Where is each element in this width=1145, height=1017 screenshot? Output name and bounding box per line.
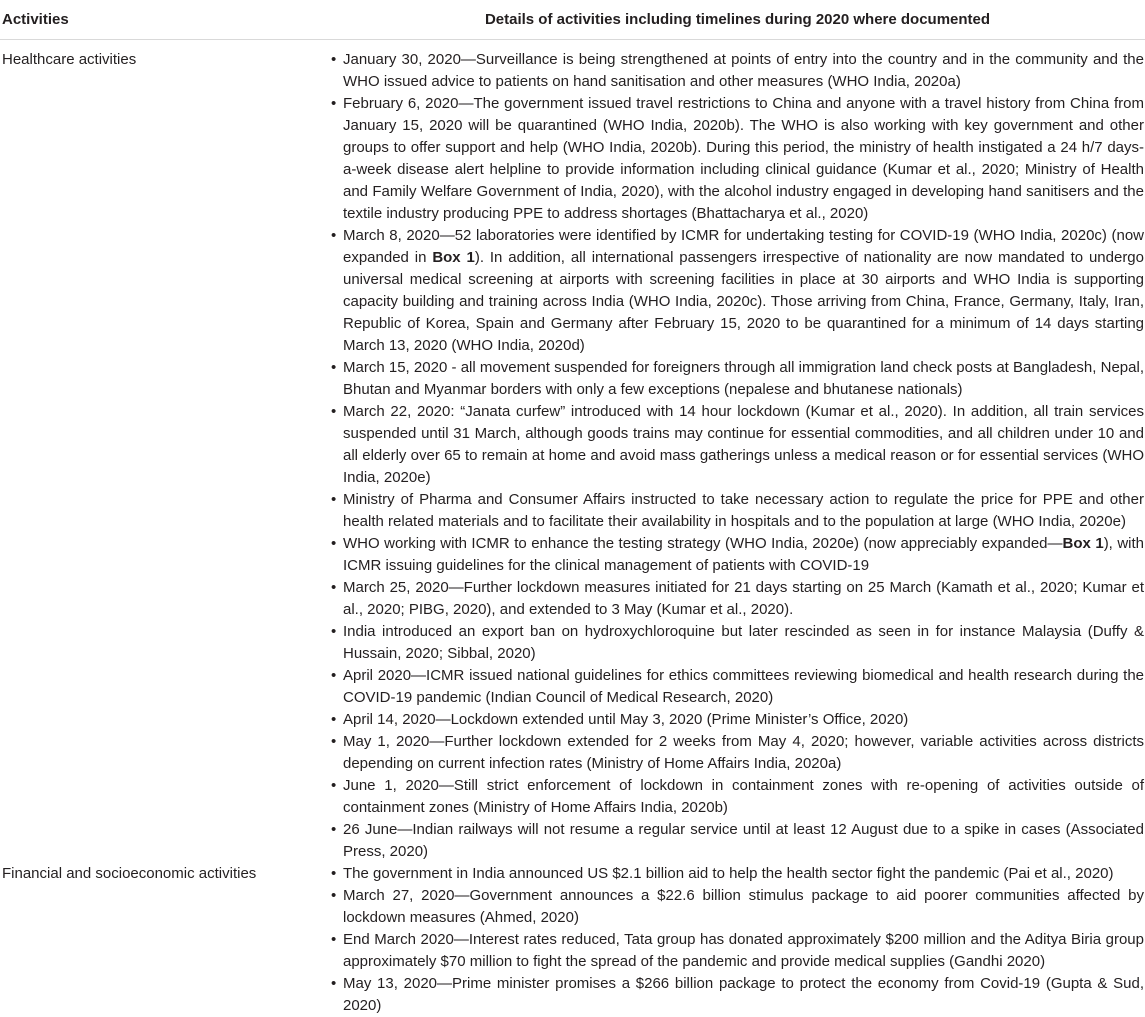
bullet-icon: • [331,975,337,992]
list-item [330,863,1144,885]
bullet-icon: • [331,733,337,750]
list-item [330,929,1144,973]
bullet-icon: • [331,667,337,684]
item-text: WHO working with ICMR to enhance the testing strategy (WHO India, 2020e) (now appreciably expanded— [343,535,1063,552]
list-item [330,49,1144,93]
bullet-icon: • [331,777,337,794]
activity-category: Financial and socioeconomic activities [2,865,257,882]
list-item [330,775,1144,819]
item-text: May 13, 2020—Prime minister promises a $266 billion package to protect the economy from Covid-19 (Gupta & Sud, 2020) [343,975,1144,1014]
bullet-icon: • [331,865,337,882]
details-list [330,863,1144,1017]
bullet-icon: • [331,403,337,420]
bullet-icon: • [331,51,337,68]
list-item [330,489,1144,533]
details-list [330,49,1144,863]
list-item [330,225,1144,357]
list-item [330,665,1144,709]
bullet-icon: • [331,821,337,838]
item-text: Ministry of Pharma and Consumer Affairs instructed to take necessary action to regulate the price for PPE and other health related materials and to facilitate their availability in hospitals and to the population at large (WHO India, 2020e) [343,491,1144,530]
bullet-icon: • [331,623,337,640]
list-item [330,819,1144,863]
item-text: June 1, 2020—Still strict enforcement of lockdown in containment zones with re-opening of activities outside of containment zones (Ministry of Home Affairs India, 2020b) [343,777,1144,816]
list-item [330,973,1144,1017]
activity-details [330,863,1145,1017]
item-text: April 2020—ICMR issued national guidelines for ethics committees reviewing biomedical and health research during the COVID-19 pandemic (Indian Council of Medical Research, 2020) [343,667,1144,706]
table-row [0,40,1145,863]
bullet-icon: • [331,95,337,112]
bullet-icon: • [331,535,337,552]
box-reference: Box 1 [1062,535,1104,552]
table-header [0,0,1145,40]
bullet-icon: • [331,711,337,728]
item-text: April 14, 2020—Lockdown extended until May 3, 2020 (Prime Minister’s Office, 2020) [343,711,909,728]
item-text: January 30, 2020—Surveillance is being strengthened at points of entry into the country and in the community and the WHO issued advice to patients on hand sanitisation and other measures (WHO India, 2020a) [343,51,1144,90]
item-text: February 6, 2020—The government issued travel restrictions to China and anyone with a travel history from China from January 15, 2020 will be quarantined (WHO India, 2020b). The WHO is also working with key government and other groups to offer support and help (WHO India, 2020b). During this period, the ministry of health instigated a 24 h/7 days-a-week disease alert helpline to provide information including clinical guidance (Kumar et al., 2020; Ministry of Health and Family Welfare Government of India, 2020), with the alcohol industry engaged in developing hand sanitisers and the textile industry producing PPE to address shortages (Bhattacharya et al., 2020) [343,95,1144,222]
item-text: May 1, 2020—Further lockdown extended for 2 weeks from May 4, 2020; however, variable activities across districts depending on current infection rates (Ministry of Home Affairs India, 2020a) [343,733,1144,772]
list-item [330,93,1144,225]
bullet-icon: • [331,579,337,596]
box-reference: Box 1 [432,249,475,266]
list-item [330,577,1144,621]
item-text: March 25, 2020—Further lockdown measures initiated for 21 days starting on 25 March (Kamath et al., 2020; Kumar et al., 2020; PIBG, 2020), and extended to 3 May (Kumar et al., 2020). [343,579,1144,618]
list-item [330,731,1144,775]
bullet-icon: • [331,227,337,244]
table-body [0,40,1145,1017]
list-item [330,621,1144,665]
list-item [330,401,1144,489]
bullet-icon: • [331,491,337,508]
header-details: Details of activities including timelines during 2020 where documented [484,10,991,28]
item-text: The government in India announced US $2.1 billion aid to help the health sector fight the pandemic (Pai et al., 2020) [343,865,1114,882]
table-row [0,863,1145,1017]
bullet-icon: • [331,931,337,948]
item-text: End March 2020—Interest rates reduced, Tata group has donated approximately $200 million and the Aditya Biria group approximately $70 million to fight the spread of the pandemic and provide medical supplies (Gandhi 2020) [343,931,1144,970]
item-text: 26 June—Indian railways will not resume a regular service until at least 12 August due to a spike in cases (Associated Press, 2020) [343,821,1144,860]
list-item [330,885,1144,929]
item-text: ), with ICMR issuing guidelines for the clinical management of patients with COVID-19 [343,535,1144,574]
activity-details [330,49,1145,863]
activity-category: Healthcare activities [2,51,137,68]
header-activities: Activities [2,10,69,28]
item-text: March 27, 2020—Government announces a $22.6 billion stimulus package to aid poorer communities affected by lockdown measures (Ahmed, 2020) [343,887,1144,926]
list-item [330,533,1144,577]
bullet-icon: • [331,359,337,376]
item-text: March 15, 2020 - all movement suspended for foreigners through all immigration land check posts at Bangladesh, Nepal, Bhutan and Myanmar borders with only a few exceptions (nepalese and bhutanese nationals) [343,359,1144,398]
list-item [330,357,1144,401]
item-text: India introduced an export ban on hydroxychloroquine but later rescinded as seen in for instance Malaysia (Duffy & Hussain, 2020; Sibbal, 2020) [343,623,1144,662]
item-text: March 8, 2020—52 laboratories were identified by ICMR for undertaking testing for COVID-19 (WHO India, 2020c) (now expanded in [343,227,1144,266]
list-item [330,709,1144,731]
item-text: ). In addition, all international passengers irrespective of nationality are now mandated to undergo universal medical screening at airports with screening facilities in place at 30 airports and WHO India is supporting capacity building and training across India (WHO India, 2020c). Those arriving from China, France, Germany, Italy, Iran, Republic of Korea, Spain and Germany after February 15, 2020 to be quarantined for a minimum of 14 days starting March 13, 2020 (WHO India, 2020d) [343,249,1144,354]
bullet-icon: • [331,887,337,904]
item-text: March 22, 2020: “Janata curfew” introduced with 14 hour lockdown (Kumar et al., 2020). In addition, all train services suspended until 31 March, although goods trains may continue for essential commodities, and all children under 10 and all elderly over 65 to remain at home and avoid mass gatherings unless a medical reason or for essential services (WHO India, 2020e) [343,403,1144,486]
